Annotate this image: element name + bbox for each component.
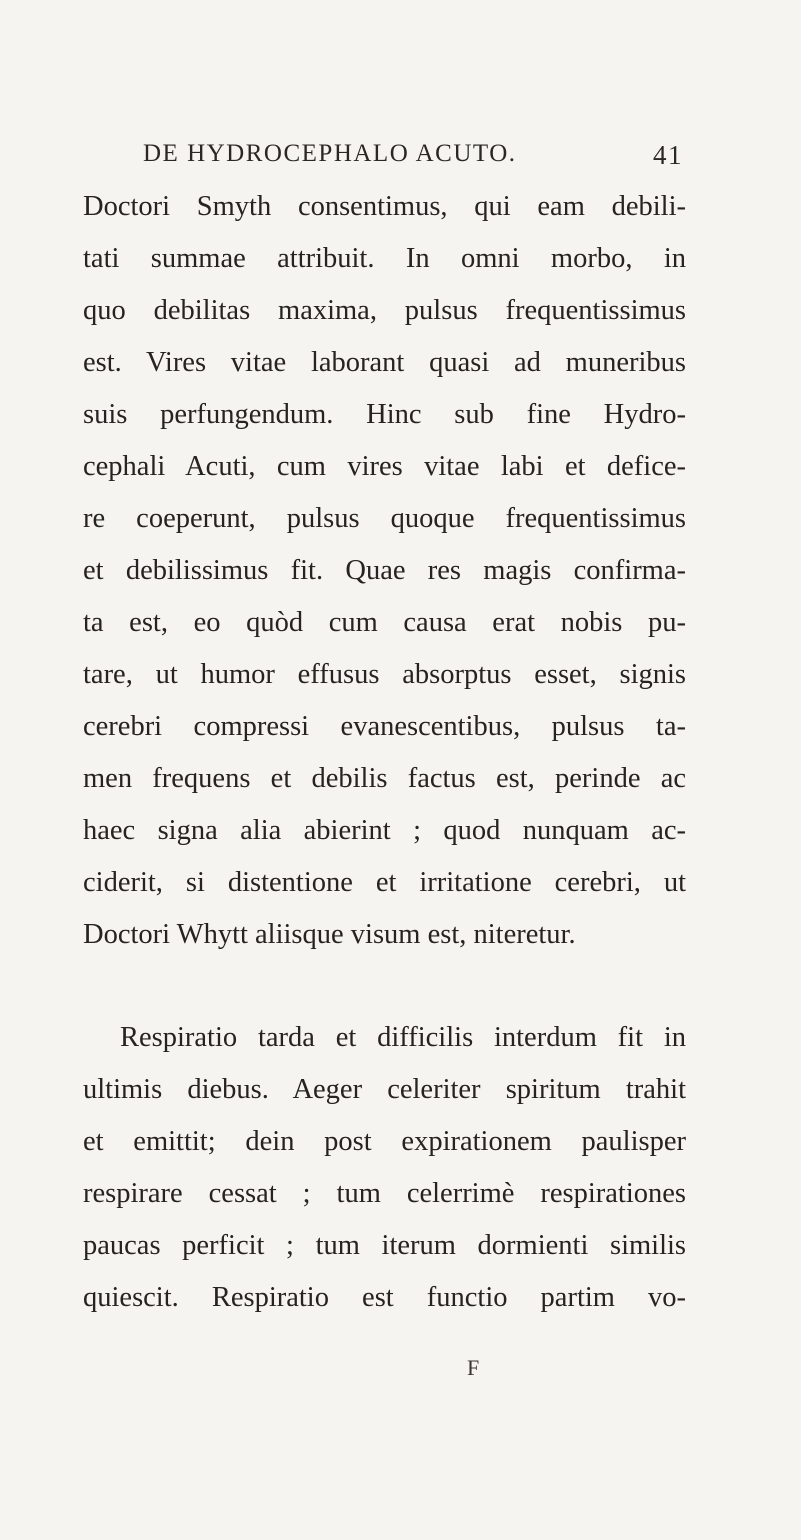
text-line: respirare cessat ; tum celerrimè respirationes xyxy=(83,1178,686,1209)
text-line: haec signa alia abierint ; quod nunquam ac- xyxy=(83,815,686,846)
text-line: cephali Acuti, cum vires vitae labi et defice- xyxy=(83,451,686,482)
text-line: ta est, eo quòd cum causa erat nobis pu- xyxy=(83,607,686,638)
text-line: quo debilitas maxima, pulsus frequentissimus xyxy=(83,295,686,326)
text-line: cerebri compressi evanescentibus, pulsus ta- xyxy=(83,711,686,742)
text-line: tati summae attribuit. In omni morbo, in xyxy=(83,243,686,274)
text-line: Doctori Whytt aliisque visum est, niteretur. xyxy=(83,919,576,950)
running-head xyxy=(143,140,683,180)
text-line: paucas perficit ; tum iterum dormienti similis xyxy=(83,1230,686,1261)
text-line: suis perfungendum. Hinc sub fine Hydro- xyxy=(83,399,686,430)
text-line: re coeperunt, pulsus quoque frequentissimus xyxy=(83,503,686,534)
page-number: 41 xyxy=(653,140,683,170)
text-line: quiescit. Respiratio est functio partim vo- xyxy=(83,1282,686,1313)
text-line: ciderit, si distentione et irritatione cerebri, ut xyxy=(83,867,686,898)
text-line: et emittit; dein post expirationem paulisper xyxy=(83,1126,686,1157)
text-line: men frequens et debilis factus est, perinde ac xyxy=(83,763,686,794)
text-line: et debilissimus fit. Quae res magis confirma- xyxy=(83,555,686,586)
text-line: Doctori Smyth consentimus, qui eam debili- xyxy=(83,191,686,222)
text-line: Respiratio tarda et difficilis interdum fit in xyxy=(120,1022,686,1053)
running-title: DE HYDROCEPHALO ACUTO. xyxy=(143,140,517,167)
signature-mark: F xyxy=(467,1355,480,1380)
text-line: est. Vires vitae laborant quasi ad muneribus xyxy=(83,347,686,378)
text-line: ultimis diebus. Aeger celeriter spiritum trahit xyxy=(83,1074,686,1105)
text-line: tare, ut humor effusus absorptus esset, signis xyxy=(83,659,686,690)
paragraph-gap xyxy=(83,961,686,1012)
body-text xyxy=(83,181,686,1324)
